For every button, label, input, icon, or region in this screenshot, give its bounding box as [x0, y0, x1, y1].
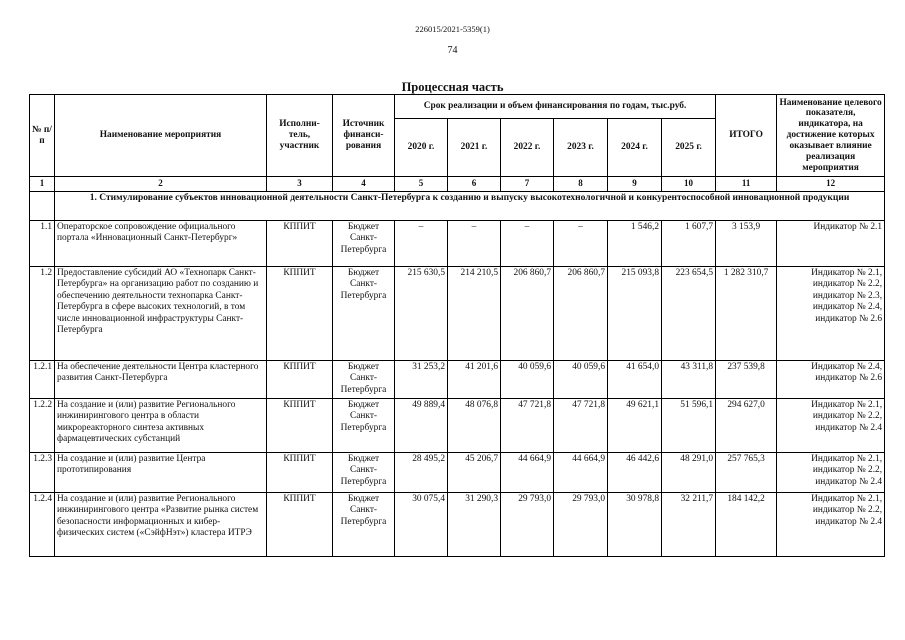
value-2025: 43 311,8: [662, 361, 716, 399]
column-number: 9: [608, 177, 662, 192]
column-number: 7: [501, 177, 554, 192]
value-2023: 47 721,8: [554, 399, 608, 453]
value-2021: –: [448, 221, 501, 267]
measure-name: Операторское сопровождение официального портала «Инновационный Санкт-Петербург»: [55, 221, 267, 267]
value-2020: 30 075,4: [395, 493, 448, 557]
section-row-empty-cell: [30, 192, 55, 221]
header-executor: Исполни- тель, участник: [267, 95, 333, 177]
value-2022: –: [501, 221, 554, 267]
value-2021: 214 210,5: [448, 267, 501, 361]
row-number: 1.2.4: [30, 493, 55, 557]
value-2025: 48 291,0: [662, 453, 716, 493]
value-2025: 32 211,7: [662, 493, 716, 557]
table-row: [30, 267, 885, 361]
page-number: 74: [447, 45, 458, 56]
total-value: 237 539,8: [716, 361, 777, 399]
value-2023: 206 860,7: [554, 267, 608, 361]
value-2024: 1 546,2: [608, 221, 662, 267]
value-2023: 44 664,9: [554, 453, 608, 493]
value-2022: 29 793,0: [501, 493, 554, 557]
value-2023: 40 059,6: [554, 361, 608, 399]
value-2021: 45 206,7: [448, 453, 501, 493]
indicator: Индикатор № 2.4, индикатор № 2.6: [777, 361, 885, 399]
value-2022: 40 059,6: [501, 361, 554, 399]
header-year-2023: 2023 г.: [554, 119, 608, 177]
executor: КППИТ: [267, 361, 333, 399]
header-year-2024: 2024 г.: [608, 119, 662, 177]
value-2020: 49 889,4: [395, 399, 448, 453]
header-total: ИТОГО: [716, 95, 777, 177]
value-2021: 48 076,8: [448, 399, 501, 453]
table-row: [30, 493, 885, 557]
header-source: Источник финанси- рования: [333, 95, 395, 177]
measure-name: На создание и (или) развитие Центра прототипирования: [55, 453, 267, 493]
indicator: Индикатор № 2.1, индикатор № 2.2, индикатор № 2.4: [777, 453, 885, 493]
funding-source: Бюджет Санкт-Петербурга: [333, 399, 395, 453]
column-number: 2: [55, 177, 267, 192]
total-value: 3 153,9: [716, 221, 777, 267]
value-2020: 31 253,2: [395, 361, 448, 399]
indicator: Индикатор № 2.1: [777, 221, 885, 267]
funding-source: Бюджет Санкт-Петербурга: [333, 267, 395, 361]
header-indicator: Наименование целевого показателя, индикатора, на достижение которых оказывает влияние реализация мероприятия: [777, 95, 885, 177]
value-2025: 51 596,1: [662, 399, 716, 453]
executor: КППИТ: [267, 453, 333, 493]
value-2023: –: [554, 221, 608, 267]
value-2020: 215 630,5: [395, 267, 448, 361]
row-number: 1.1: [30, 221, 55, 267]
value-2020: 28 495,2: [395, 453, 448, 493]
column-number: 6: [448, 177, 501, 192]
value-2024: 41 654,0: [608, 361, 662, 399]
value-2025: 223 654,5: [662, 267, 716, 361]
indicator: Индикатор № 2.1, индикатор № 2.2, индикатор № 2.3, индикатор № 2.4, индикатор № 2.6: [777, 267, 885, 361]
value-2022: 44 664,9: [501, 453, 554, 493]
value-2021: 41 201,6: [448, 361, 501, 399]
value-2021: 31 290,3: [448, 493, 501, 557]
header-year-2025: 2025 г.: [662, 119, 716, 177]
header-num: № п/п: [30, 95, 55, 177]
measure-name: Предоставление субсидий АО «Технопарк Санкт-Петербурга» на организацию работ по созданию и обеспечению деятельности технопарка Санкт-Петербурга в сфере высоких технологий, в том числе инновационной инфраструктуры Санкт-Петербурга: [55, 267, 267, 361]
table-row: [30, 361, 885, 399]
section-title: Процессная часть: [401, 80, 504, 94]
header-year-2022: 2022 г.: [501, 119, 554, 177]
funding-source: Бюджет Санкт-Петербурга: [333, 453, 395, 493]
value-2022: 206 860,7: [501, 267, 554, 361]
executor: КППИТ: [267, 399, 333, 453]
value-2024: 49 621,1: [608, 399, 662, 453]
value-2020: –: [395, 221, 448, 267]
value-2025: 1 607,7: [662, 221, 716, 267]
indicator: Индикатор № 2.1, индикатор № 2.2, индикатор № 2.4: [777, 493, 885, 557]
column-number: 10: [662, 177, 716, 192]
column-number: 8: [554, 177, 608, 192]
table-row: [30, 221, 885, 267]
column-number: 1: [30, 177, 55, 192]
table-row: [30, 453, 885, 493]
column-number: 5: [395, 177, 448, 192]
column-number: 3: [267, 177, 333, 192]
header-period-group: Срок реализации и объем финансирования по годам, тыс.руб.: [395, 95, 716, 119]
section-row: [30, 192, 885, 221]
row-number: 1.2.2: [30, 399, 55, 453]
executor: КППИТ: [267, 267, 333, 361]
row-number: 1.2: [30, 267, 55, 361]
value-2023: 29 793,0: [554, 493, 608, 557]
funding-source: Бюджет Санкт-Петербурга: [333, 361, 395, 399]
indicator: Индикатор № 2.1, индикатор № 2.2, индикатор № 2.4: [777, 399, 885, 453]
value-2022: 47 721,8: [501, 399, 554, 453]
value-2024: 46 442,6: [608, 453, 662, 493]
column-number: 12: [777, 177, 885, 192]
financing-table: [29, 94, 885, 557]
funding-source: Бюджет Санкт-Петербурга: [333, 221, 395, 267]
header-year-2021: 2021 г.: [448, 119, 501, 177]
total-value: 184 142,2: [716, 493, 777, 557]
column-number: 4: [333, 177, 395, 192]
value-2024: 215 093,8: [608, 267, 662, 361]
total-value: 257 765,3: [716, 453, 777, 493]
column-number: 11: [716, 177, 777, 192]
measure-name: На создание и (или) развитие Регионального инжинирингового центра в области микрореакторного синтеза активных фармацевтических субстанций: [55, 399, 267, 453]
table-row: [30, 399, 885, 453]
executor: КППИТ: [267, 221, 333, 267]
measure-name: На обеспечение деятельности Центра кластерного развития Санкт-Петербурга: [55, 361, 267, 399]
total-value: 1 282 310,7: [716, 267, 777, 361]
funding-source: Бюджет Санкт-Петербурга: [333, 493, 395, 557]
row-number: 1.2.1: [30, 361, 55, 399]
column-number-row: [30, 177, 885, 192]
header-name: Наименование мероприятия: [55, 95, 267, 177]
executor: КППИТ: [267, 493, 333, 557]
total-value: 294 627,0: [716, 399, 777, 453]
header-year-2020: 2020 г.: [395, 119, 448, 177]
value-2024: 30 978,8: [608, 493, 662, 557]
row-number: 1.2.3: [30, 453, 55, 493]
section-heading: 1. Стимулирование субъектов инновационной деятельности Санкт-Петербурга к созданию и выпуску высокотехнологичной и конкурентоспособной инновационной продукции: [55, 192, 885, 221]
document-id: 226015/2021-5359(1): [415, 24, 490, 34]
measure-name: На создание и (или) развитие Регионального инжинирингового центра «Развитие рынка систем безопасности информационных и кибер-физических систем («СэйфНэт») кластера ИТРЭ: [55, 493, 267, 557]
